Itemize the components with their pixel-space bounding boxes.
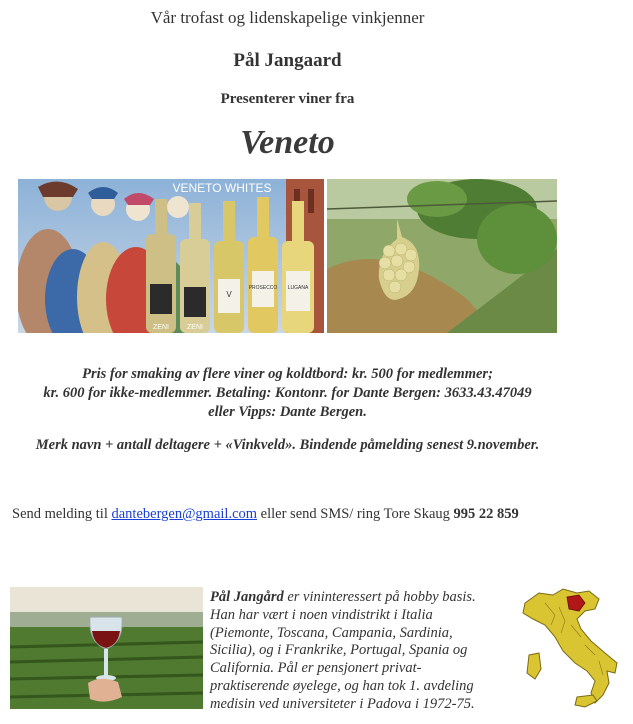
email-link[interactable]: dantebergen@gmail.com (111, 506, 258, 522)
pricing-line-1: Pris for smaking av flere viner og koldtbord: kr. 500 for medlemmer; (82, 366, 493, 382)
phone-number: 995 22 859 (453, 506, 519, 522)
presents-line: Presenterer viner fra (220, 91, 355, 107)
sicily (575, 695, 597, 707)
italy-map (515, 585, 627, 713)
bio-line-1: er vininteressert på hobby basis. (283, 589, 476, 605)
sardinia (527, 653, 541, 679)
bottle-label: ZENI (153, 324, 169, 331)
bottle-label: V (226, 290, 232, 299)
pricing-line-2: kr. 600 for ikke-medlemmer. Betaling: Kontonr. for Dante Bergen: 3633.43.47049 (43, 385, 532, 401)
bio-line-7: medisin ved universiteter i Padova i 1972-75. (210, 695, 475, 712)
bio-line-2: Han har vært i noen vindistrikt i Italia (210, 606, 433, 623)
veneto-wines-illustration (18, 179, 324, 333)
bio-line-5: California. Pål er pensjonert privat- (210, 660, 422, 677)
banner-text: VENETO WHITES (172, 181, 272, 195)
bottle-label: LUGANA (287, 285, 309, 291)
bottle-label: ZENI (187, 324, 203, 331)
registration-note: Merk navn + antall deltagere + «Vinkveld». Bindende påmelding senest 9.november. (35, 437, 540, 453)
pricing-line-3: eller Vipps: Dante Bergen. (208, 404, 367, 420)
pricing-block (0, 365, 575, 422)
grapes-illustration (327, 179, 557, 333)
host-bio (210, 589, 510, 714)
bio-name: Pål Jangård (210, 589, 284, 605)
region-title: Veneto (240, 124, 335, 161)
wine-glass-vineyard-photo (10, 587, 203, 709)
italy-map-illustration (515, 585, 627, 713)
veneto-wines-photo (18, 179, 324, 333)
bottle-label: PROSECCO (248, 285, 278, 291)
bio-line-3: (Piemonte, Toscana, Campania, Sardinia, (210, 624, 453, 641)
bio-line-4: Sicilia), og i Frankrike, Portugal, Spania og (210, 642, 468, 659)
bio-line-6: praktiserende øyelege, og han tok 1. avdeling (210, 677, 474, 694)
contact-line (12, 506, 519, 523)
contact-middle: eller send SMS/ ring Tore Skaug (257, 506, 454, 522)
host-name: Pål Jangaard (233, 50, 342, 71)
contact-prefix: Send melding til (12, 506, 112, 522)
vineyard-illustration (10, 587, 203, 709)
header-subtitle: Vår trofast og lidenskapelige vinkjenner (150, 8, 425, 27)
grapes-vineyard-photo (327, 179, 557, 333)
